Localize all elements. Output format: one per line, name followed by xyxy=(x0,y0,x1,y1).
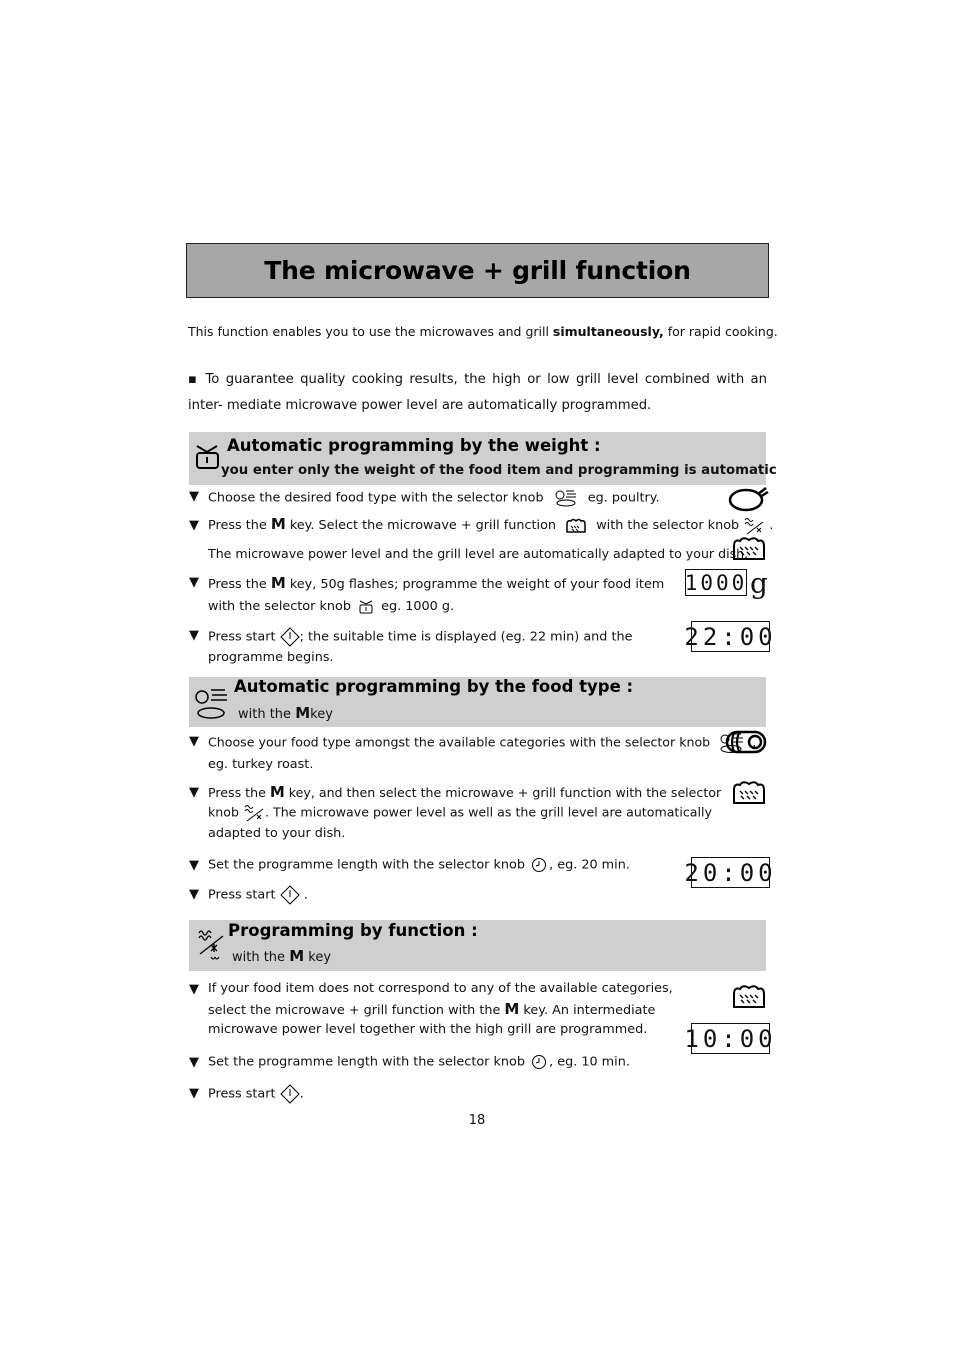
title-box xyxy=(186,243,769,298)
food-type-icon xyxy=(552,489,580,507)
intro-paragraph xyxy=(188,324,778,339)
start-icon xyxy=(280,627,300,647)
grill-function-icon xyxy=(731,984,767,1010)
s2-step2: Press the M key, and then select the microwave + grill function with the selector xyxy=(208,783,722,801)
s1-step2-line2: The microwave power level and the grill level are automatically adapted to your dish. xyxy=(208,546,749,561)
chicken-icon xyxy=(728,486,770,512)
grill-function-icon xyxy=(731,536,767,562)
bullet-arrow: ▼ xyxy=(189,785,199,800)
food-type-icon xyxy=(191,687,231,721)
section-weight-heading: Automatic programming by the weight : xyxy=(227,436,601,455)
weight-unit: g xyxy=(750,567,768,600)
s2-step1-line2: eg. turkey roast. xyxy=(208,757,314,772)
s2-step1: Choose your food type amongst the available categories with the selector knob , xyxy=(208,732,756,754)
scale-icon xyxy=(194,442,221,470)
turkey-roast-icon xyxy=(725,730,767,754)
s1-step3-line2: with the selector knob eg. 1000 g. xyxy=(208,599,455,614)
clock-icon xyxy=(531,1054,547,1070)
quality-note: ▪ To guarantee quality cooking results, the high or low grill level combined with an inter- mediate microwave power level are automatically programmed. xyxy=(188,372,767,413)
bullet-arrow: ▼ xyxy=(189,887,199,902)
s1-step4-line2: programme begins. xyxy=(208,650,334,665)
bullet-arrow: ▼ xyxy=(189,734,199,749)
time-display: 22:00 xyxy=(684,622,777,651)
intro-text: This function enables you to use the microwaves and grill xyxy=(188,324,553,339)
weight-display: 1000 xyxy=(684,570,748,595)
section-weight-subheading: you enter only the weight of the food item and programming is automatic xyxy=(221,463,777,478)
page-number: 18 xyxy=(468,1113,486,1128)
section-weight-header xyxy=(189,432,777,485)
m-key: M xyxy=(269,783,285,801)
clock-icon xyxy=(531,857,547,873)
bullet-arrow: ▼ xyxy=(189,575,199,590)
s3-step1: If your food item does not correspond to any of the available categories, xyxy=(208,981,673,996)
section-function-subheading: with the M key xyxy=(232,947,332,965)
start-icon xyxy=(280,885,300,905)
m-key: M xyxy=(289,947,305,965)
s3-step1-line3: microwave power level together with the high grill are programmed. xyxy=(208,1022,648,1037)
s1-step2: Press the M key. Select the microwave + grill function with the selector knob . xyxy=(208,515,773,536)
time-display: 10:00 xyxy=(684,1024,777,1053)
grill-function-icon xyxy=(731,780,767,806)
section-foodtype-header xyxy=(189,677,766,727)
intro-text-end: for rapid cooking. xyxy=(663,324,778,339)
m-key: M xyxy=(270,515,286,533)
bullet-arrow: ▼ xyxy=(189,518,199,533)
m-key: M xyxy=(504,1000,520,1018)
bullet-arrow: ▼ xyxy=(189,489,199,504)
m-key: M xyxy=(295,704,311,722)
m-key: M xyxy=(270,574,286,592)
bullet-arrow: ▼ xyxy=(189,858,199,873)
grill-function-icon xyxy=(564,518,588,534)
section-function-header xyxy=(189,920,766,971)
s2-step3: Set the programme length with the selector knob , eg. 20 min. xyxy=(208,857,630,873)
page-title: The microwave + grill function xyxy=(264,256,691,285)
s3-step3: Press start . xyxy=(208,1084,304,1104)
section-function-heading: Programming by function : xyxy=(228,921,478,940)
s2-step2-line2: knob . The microwave power level as well as the grill level are automatically xyxy=(208,803,712,823)
s3-step1-line2: select the microwave + grill function with the M key. An intermediate xyxy=(208,1000,656,1018)
s2-step4: Press start . xyxy=(208,885,308,905)
intro-bold: simultaneously, xyxy=(552,324,664,339)
s2-step2-line3: adapted to your dish. xyxy=(208,826,346,841)
start-icon xyxy=(280,1084,300,1104)
function-knob-icon xyxy=(243,803,265,823)
scale-icon xyxy=(359,599,373,614)
s3-step2: Set the programme length with the selector knob , eg. 10 min. xyxy=(208,1054,630,1070)
function-knob-icon xyxy=(743,516,765,536)
s1-step4: Press start ; the suitable time is displayed (eg. 22 min) and the xyxy=(208,627,633,647)
s1-step1: Choose the desired food type with the selector knob eg. poultry. xyxy=(208,490,660,506)
section-foodtype-subheading: with the Mkey xyxy=(238,704,333,722)
section-foodtype-heading: Automatic programming by the food type : xyxy=(234,677,634,696)
s1-step3: Press the M key, 50g flashes; programme the weight of your food item xyxy=(208,574,665,592)
function-knob-icon xyxy=(197,928,225,962)
time-display: 20:00 xyxy=(684,858,777,887)
bullet-arrow: ▼ xyxy=(189,1055,199,1070)
bullet-arrow: ▼ xyxy=(189,1086,199,1101)
bullet-arrow: ▼ xyxy=(189,982,199,997)
bullet-arrow: ▼ xyxy=(189,628,199,643)
